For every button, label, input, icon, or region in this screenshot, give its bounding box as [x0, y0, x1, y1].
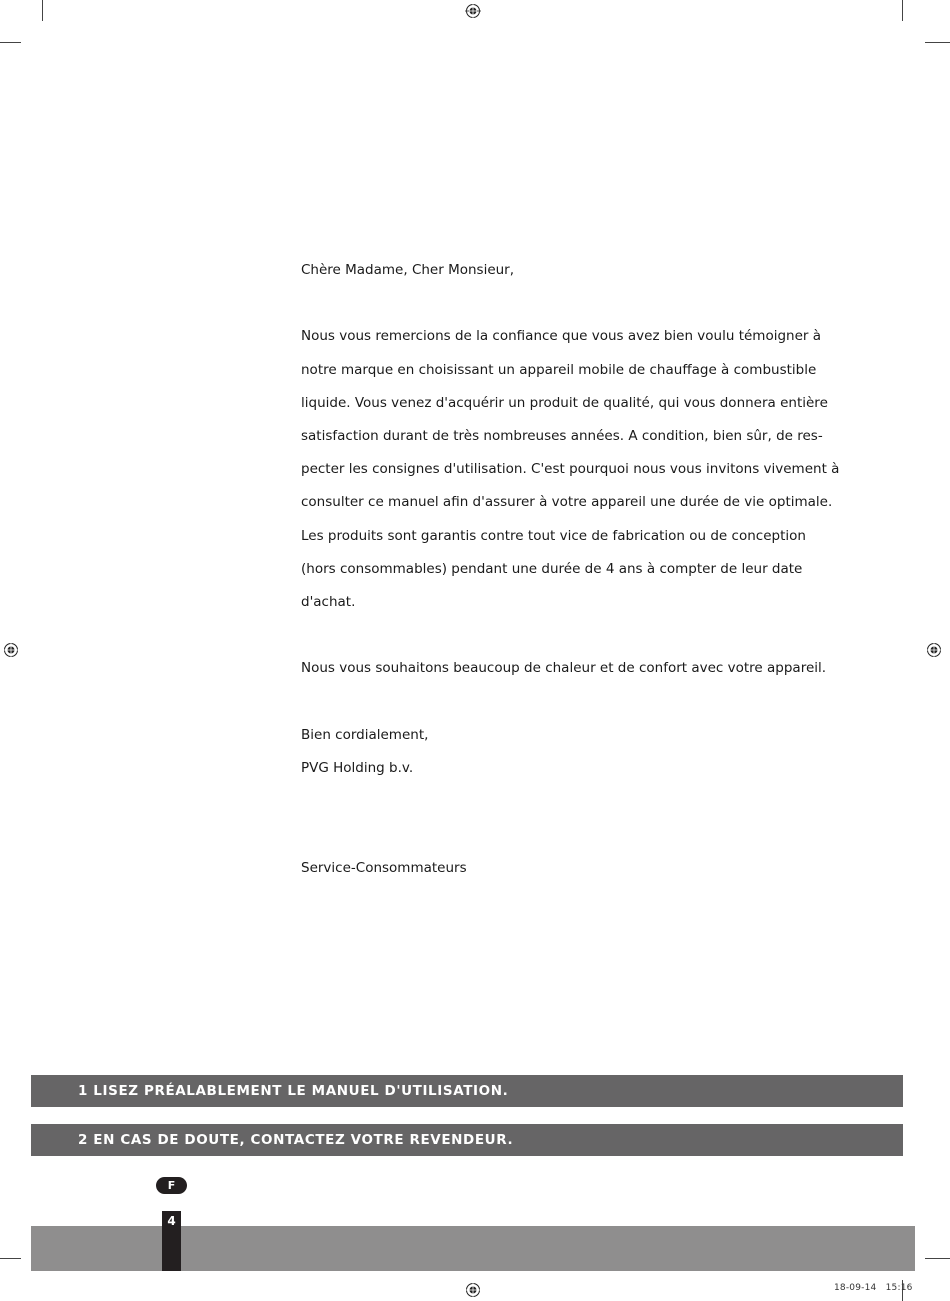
letter-greeting: Chère Madame, Cher Monsieur,: [301, 262, 515, 278]
letter-line: d'achat.: [301, 594, 356, 611]
letter-line: pecter les consignes d'utilisation. C'est pourquoi nous vous invitons vivement à: [301, 461, 840, 478]
crop-mark-top-right-v: [902, 0, 903, 21]
registration-mark-icon: [465, 1282, 481, 1298]
letter-line: satisfaction durant de très nombreuses années. A condition, bien sûr, de res-: [301, 428, 823, 444]
crop-mark-top-right-h: [925, 42, 950, 43]
letter-company: PVG Holding b.v.: [301, 760, 414, 776]
registration-mark-icon: [465, 3, 481, 19]
letter-line: liquide. Vous venez d'acquérir un produit de qualité, qui vous donnera entière: [301, 394, 828, 411]
notice-bar-1: [31, 1075, 903, 1107]
letter-line: Nous vous remercions de la confiance que vous avez bien voulu témoigner à: [301, 328, 822, 345]
letter-line: consulter ce manuel afin d'assurer à votre appareil une durée de vie optimale.: [301, 494, 833, 511]
letter-department: Service-Consommateurs: [301, 859, 467, 876]
registration-mark-icon: [3, 642, 19, 658]
letter-line: Les produits sont garantis contre tout vice de fabrication ou de conception: [301, 527, 806, 544]
letter-line: (hors consommables) pendant une durée de 4 ans à compter de leur date: [301, 560, 803, 577]
notice-text: 2 EN CAS DE DOUTE, CONTACTEZ VOTRE REVENDEUR.: [78, 1132, 514, 1148]
letter-body: [301, 254, 841, 885]
print-timestamp: 18-09-14 15:16: [834, 1283, 913, 1293]
crop-mark-top-left-v: [42, 0, 43, 21]
notice-bar-2: [31, 1124, 903, 1156]
page-number: 4: [162, 1211, 181, 1271]
crop-mark-bottom-left-h: [0, 1258, 21, 1259]
notice-text: 1 LISEZ PRÉALABLEMENT LE MANUEL D'UTILISATION.: [78, 1083, 509, 1099]
letter-closing: Bien cordialement,: [301, 726, 429, 743]
registration-mark-icon: [926, 642, 942, 658]
crop-mark-top-left-h: [0, 42, 21, 43]
language-badge: F: [156, 1177, 187, 1194]
crop-mark-bottom-right-h: [925, 1258, 950, 1259]
letter-wish: Nous vous souhaitons beaucoup de chaleur et de confort avec votre appareil.: [301, 660, 827, 677]
letter-line: notre marque en choisissant un appareil mobile de chauffage à combustible: [301, 361, 817, 378]
